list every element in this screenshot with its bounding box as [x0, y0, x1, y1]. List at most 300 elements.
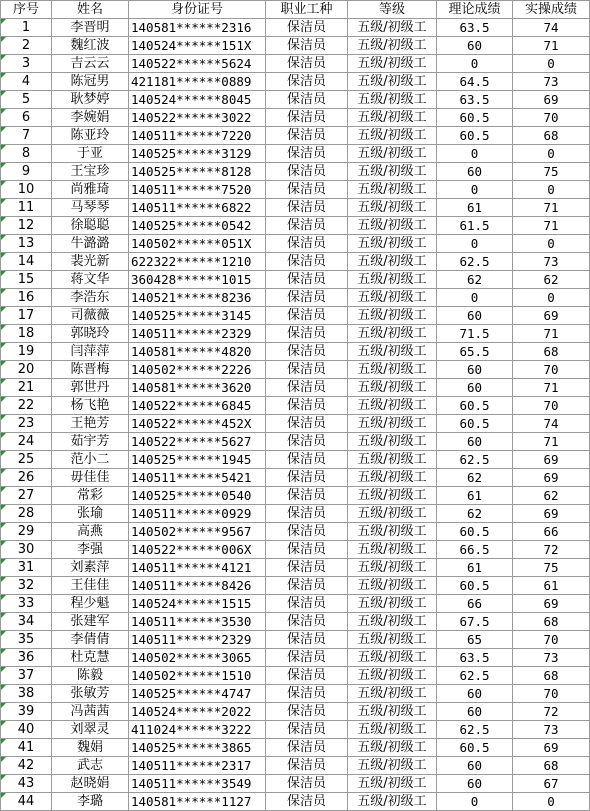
cell-name[interactable]: 陈晋梅: [52, 361, 129, 379]
cell-seq[interactable]: [1, 55, 52, 73]
cell-theory-score[interactable]: 60.5: [437, 739, 513, 757]
cell-job[interactable]: 保洁员: [266, 109, 348, 127]
cell-practice-score[interactable]: 71: [513, 325, 590, 343]
cell-theory-score[interactable]: 63.5: [437, 19, 513, 37]
cell-practice-score[interactable]: 0: [513, 235, 590, 253]
cell-practice-score[interactable]: 0: [513, 181, 590, 199]
cell-id-number[interactable]: 140511******8426: [129, 577, 266, 595]
cell-name[interactable]: 耿梦婷: [52, 91, 129, 109]
cell-practice-score[interactable]: 69: [513, 739, 590, 757]
cell-theory-score[interactable]: 60.5: [437, 577, 513, 595]
cell-seq[interactable]: [1, 343, 52, 361]
cell-name[interactable]: 陈亚玲: [52, 127, 129, 145]
cell-seq[interactable]: [1, 217, 52, 235]
cell-job[interactable]: 保洁员: [266, 271, 348, 289]
cell-level[interactable]: 五级/初级工: [348, 325, 437, 343]
cell-practice-score[interactable]: 68: [513, 343, 590, 361]
cell-id-number[interactable]: 421181******0889: [129, 73, 266, 91]
cell-level[interactable]: 五级/初级工: [348, 775, 437, 793]
cell-level[interactable]: 五级/初级工: [348, 181, 437, 199]
cell-job[interactable]: 保洁员: [266, 703, 348, 721]
header-cell-name[interactable]: 姓名: [52, 1, 129, 19]
cell-seq[interactable]: [1, 577, 52, 595]
cell-job[interactable]: 保洁员: [266, 451, 348, 469]
cell-theory-score[interactable]: 62: [437, 469, 513, 487]
cell-level[interactable]: 五级/初级工: [348, 613, 437, 631]
cell-theory-score[interactable]: 60: [437, 163, 513, 181]
cell-id-number[interactable]: 622322******1210: [129, 253, 266, 271]
cell-seq[interactable]: [1, 703, 52, 721]
cell-level[interactable]: 五级/初级工: [348, 505, 437, 523]
header-cell-seq[interactable]: 序号: [1, 1, 52, 19]
cell-level[interactable]: 五级/初级工: [348, 91, 437, 109]
cell-level[interactable]: 五级/初级工: [348, 253, 437, 271]
cell-id-number[interactable]: 360428******1015: [129, 271, 266, 289]
cell-job[interactable]: 保洁员: [266, 505, 348, 523]
cell-id-number[interactable]: 140511******4121: [129, 559, 266, 577]
cell-name[interactable]: 牛潞潞: [52, 235, 129, 253]
cell-name[interactable]: 刘翠灵: [52, 721, 129, 739]
cell-theory-score[interactable]: 0: [437, 181, 513, 199]
cell-level[interactable]: 五级/初级工: [348, 19, 437, 37]
cell-id-number[interactable]: 140511******7220: [129, 127, 266, 145]
cell-job[interactable]: 保洁员: [266, 217, 348, 235]
cell-level[interactable]: 五级/初级工: [348, 271, 437, 289]
cell-practice-score[interactable]: 74: [513, 415, 590, 433]
cell-seq[interactable]: [1, 127, 52, 145]
cell-level[interactable]: 五级/初级工: [348, 109, 437, 127]
cell-practice-score[interactable]: 70: [513, 109, 590, 127]
cell-theory-score[interactable]: 0: [437, 289, 513, 307]
cell-seq[interactable]: [1, 109, 52, 127]
cell-job[interactable]: 保洁员: [266, 307, 348, 325]
cell-level[interactable]: 五级/初级工: [348, 523, 437, 541]
cell-name[interactable]: 李倩倩: [52, 631, 129, 649]
cell-seq[interactable]: [1, 595, 52, 613]
cell-level[interactable]: 五级/初级工: [348, 289, 437, 307]
cell-seq[interactable]: [1, 253, 52, 271]
cell-theory-score[interactable]: 63.5: [437, 91, 513, 109]
cell-level[interactable]: 五级/初级工: [348, 685, 437, 703]
cell-name[interactable]: 程少魁: [52, 595, 129, 613]
cell-job[interactable]: 保洁员: [266, 469, 348, 487]
cell-practice-score[interactable]: 69: [513, 91, 590, 109]
cell-practice-score[interactable]: 68: [513, 757, 590, 775]
cell-level[interactable]: 五级/初级工: [348, 397, 437, 415]
cell-level[interactable]: 五级/初级工: [348, 487, 437, 505]
header-cell-practice[interactable]: 实操成绩: [513, 1, 590, 19]
cell-theory-score[interactable]: 63.5: [437, 649, 513, 667]
cell-id-number[interactable]: 411024******3222: [129, 721, 266, 739]
cell-name[interactable]: 陈冠男: [52, 73, 129, 91]
cell-practice-score[interactable]: 0: [513, 145, 590, 163]
cell-practice-score[interactable]: 73: [513, 721, 590, 739]
cell-theory-score[interactable]: 60.5: [437, 415, 513, 433]
cell-theory-score[interactable]: 60: [437, 685, 513, 703]
cell-level[interactable]: 五级/初级工: [348, 379, 437, 397]
cell-seq[interactable]: [1, 721, 52, 739]
cell-theory-score[interactable]: 60: [437, 37, 513, 55]
cell-level[interactable]: 五级/初级工: [348, 649, 437, 667]
cell-practice-score[interactable]: 62: [513, 271, 590, 289]
cell-level[interactable]: 五级/初级工: [348, 199, 437, 217]
cell-id-number[interactable]: 140511******2329: [129, 631, 266, 649]
cell-theory-score[interactable]: 66: [437, 595, 513, 613]
cell-seq[interactable]: [1, 541, 52, 559]
cell-id-number[interactable]: 140525******0542: [129, 217, 266, 235]
cell-name[interactable]: 常彩: [52, 487, 129, 505]
cell-seq[interactable]: [1, 451, 52, 469]
cell-practice-score[interactable]: 69: [513, 595, 590, 613]
cell-practice-score[interactable]: 62: [513, 487, 590, 505]
cell-job[interactable]: 保洁员: [266, 487, 348, 505]
cell-seq[interactable]: [1, 523, 52, 541]
cell-name[interactable]: 裴光新: [52, 253, 129, 271]
cell-practice-score[interactable]: 0: [513, 289, 590, 307]
cell-id-number[interactable]: 140524******8045: [129, 91, 266, 109]
cell-practice-score[interactable]: 72: [513, 703, 590, 721]
cell-level[interactable]: 五级/初级工: [348, 37, 437, 55]
cell-seq[interactable]: [1, 649, 52, 667]
cell-id-number[interactable]: 140525******3145: [129, 307, 266, 325]
cell-id-number[interactable]: 140525******0540: [129, 487, 266, 505]
cell-practice-score[interactable]: 70: [513, 361, 590, 379]
cell-level[interactable]: 五级/初级工: [348, 577, 437, 595]
cell-id-number[interactable]: 140511******2329: [129, 325, 266, 343]
cell-id-number[interactable]: 140502******051X: [129, 235, 266, 253]
cell-theory-score[interactable]: 0: [437, 145, 513, 163]
cell-id-number[interactable]: 140581******2316: [129, 19, 266, 37]
cell-theory-score[interactable]: 0: [437, 793, 513, 811]
cell-theory-score[interactable]: 64.5: [437, 73, 513, 91]
cell-practice-score[interactable]: 61: [513, 577, 590, 595]
cell-name[interactable]: 李璐: [52, 793, 129, 811]
cell-job[interactable]: 保洁员: [266, 181, 348, 199]
cell-level[interactable]: 五级/初级工: [348, 631, 437, 649]
header-cell-level[interactable]: 等级: [348, 1, 437, 19]
cell-practice-score[interactable]: 71: [513, 199, 590, 217]
cell-level[interactable]: 五级/初级工: [348, 541, 437, 559]
cell-job[interactable]: 保洁员: [266, 793, 348, 811]
cell-name[interactable]: 王佳佳: [52, 577, 129, 595]
cell-name[interactable]: 吉云云: [52, 55, 129, 73]
cell-level[interactable]: 五级/初级工: [348, 127, 437, 145]
cell-practice-score[interactable]: 68: [513, 613, 590, 631]
cell-seq[interactable]: [1, 667, 52, 685]
cell-job[interactable]: 保洁员: [266, 739, 348, 757]
cell-name[interactable]: 茹宇芳: [52, 433, 129, 451]
cell-id-number[interactable]: 140511******6822: [129, 199, 266, 217]
cell-seq[interactable]: [1, 685, 52, 703]
cell-seq[interactable]: [1, 271, 52, 289]
cell-seq[interactable]: [1, 559, 52, 577]
cell-name[interactable]: 陈毅: [52, 667, 129, 685]
cell-job[interactable]: 保洁员: [266, 559, 348, 577]
cell-id-number[interactable]: 140521******8236: [129, 289, 266, 307]
cell-job[interactable]: 保洁员: [266, 649, 348, 667]
cell-job[interactable]: 保洁员: [266, 325, 348, 343]
header-cell-theory[interactable]: 理论成绩: [437, 1, 513, 19]
cell-seq[interactable]: [1, 487, 52, 505]
cell-theory-score[interactable]: 62.5: [437, 721, 513, 739]
cell-id-number[interactable]: 140522******3022: [129, 109, 266, 127]
cell-id-number[interactable]: 140502******2226: [129, 361, 266, 379]
cell-theory-score[interactable]: 62: [437, 271, 513, 289]
cell-practice-score[interactable]: 68: [513, 667, 590, 685]
cell-theory-score[interactable]: 60: [437, 703, 513, 721]
cell-practice-score[interactable]: 71: [513, 37, 590, 55]
cell-practice-score[interactable]: 72: [513, 541, 590, 559]
cell-level[interactable]: 五级/初级工: [348, 217, 437, 235]
cell-theory-score[interactable]: 60: [437, 433, 513, 451]
cell-seq[interactable]: [1, 433, 52, 451]
cell-name[interactable]: 冯茜茜: [52, 703, 129, 721]
cell-name[interactable]: 范小二: [52, 451, 129, 469]
cell-level[interactable]: 五级/初级工: [348, 793, 437, 811]
cell-job[interactable]: 保洁员: [266, 55, 348, 73]
cell-seq[interactable]: [1, 469, 52, 487]
cell-seq[interactable]: [1, 775, 52, 793]
cell-level[interactable]: 五级/初级工: [348, 145, 437, 163]
cell-theory-score[interactable]: 65.5: [437, 343, 513, 361]
cell-theory-score[interactable]: 65: [437, 631, 513, 649]
cell-name[interactable]: 王宝珍: [52, 163, 129, 181]
cell-theory-score[interactable]: 61: [437, 199, 513, 217]
cell-id-number[interactable]: 140525******1945: [129, 451, 266, 469]
cell-id-number[interactable]: 140581******3620: [129, 379, 266, 397]
cell-practice-score[interactable]: 67: [513, 775, 590, 793]
cell-name[interactable]: 郭晓玲: [52, 325, 129, 343]
cell-seq[interactable]: [1, 397, 52, 415]
cell-theory-score[interactable]: 61: [437, 487, 513, 505]
cell-theory-score[interactable]: 62.5: [437, 451, 513, 469]
cell-name[interactable]: 徐聪聪: [52, 217, 129, 235]
cell-seq[interactable]: [1, 379, 52, 397]
cell-practice-score[interactable]: 70: [513, 685, 590, 703]
cell-practice-score[interactable]: 0: [513, 793, 590, 811]
cell-practice-score[interactable]: 70: [513, 397, 590, 415]
cell-seq[interactable]: [1, 631, 52, 649]
cell-job[interactable]: 保洁员: [266, 289, 348, 307]
cell-job[interactable]: 保洁员: [266, 721, 348, 739]
cell-level[interactable]: 五级/初级工: [348, 433, 437, 451]
cell-level[interactable]: 五级/初级工: [348, 757, 437, 775]
cell-theory-score[interactable]: 61: [437, 559, 513, 577]
cell-level[interactable]: 五级/初级工: [348, 739, 437, 757]
cell-seq[interactable]: [1, 163, 52, 181]
cell-level[interactable]: 五级/初级工: [348, 667, 437, 685]
cell-id-number[interactable]: 140525******8128: [129, 163, 266, 181]
cell-theory-score[interactable]: 62.5: [437, 667, 513, 685]
cell-level[interactable]: 五级/初级工: [348, 451, 437, 469]
cell-name[interactable]: 魏娟: [52, 739, 129, 757]
cell-name[interactable]: 张建军: [52, 613, 129, 631]
cell-practice-score[interactable]: 70: [513, 631, 590, 649]
cell-id-number[interactable]: 140524******1515: [129, 595, 266, 613]
cell-seq[interactable]: [1, 613, 52, 631]
cell-id-number[interactable]: 140511******5421: [129, 469, 266, 487]
cell-theory-score[interactable]: 60.5: [437, 109, 513, 127]
cell-theory-score[interactable]: 60: [437, 775, 513, 793]
cell-id-number[interactable]: 140524******151X: [129, 37, 266, 55]
cell-seq[interactable]: [1, 325, 52, 343]
cell-name[interactable]: 于亚: [52, 145, 129, 163]
cell-seq[interactable]: [1, 37, 52, 55]
cell-practice-score[interactable]: 71: [513, 217, 590, 235]
cell-name[interactable]: 武志: [52, 757, 129, 775]
cell-seq[interactable]: [1, 19, 52, 37]
cell-practice-score[interactable]: 0: [513, 55, 590, 73]
cell-theory-score[interactable]: 60.5: [437, 523, 513, 541]
cell-name[interactable]: 李婉娟: [52, 109, 129, 127]
cell-job[interactable]: 保洁员: [266, 631, 348, 649]
cell-job[interactable]: 保洁员: [266, 199, 348, 217]
cell-job[interactable]: 保洁员: [266, 577, 348, 595]
cell-name[interactable]: 郭世丹: [52, 379, 129, 397]
cell-seq[interactable]: [1, 91, 52, 109]
cell-name[interactable]: 赵晓娟: [52, 775, 129, 793]
cell-theory-score[interactable]: 62: [437, 505, 513, 523]
cell-id-number[interactable]: 140522******452X: [129, 415, 266, 433]
cell-name[interactable]: 蒋文华: [52, 271, 129, 289]
cell-name[interactable]: 杜克慧: [52, 649, 129, 667]
cell-theory-score[interactable]: 67.5: [437, 613, 513, 631]
cell-practice-score[interactable]: 73: [513, 253, 590, 271]
cell-level[interactable]: 五级/初级工: [348, 163, 437, 181]
cell-level[interactable]: 五级/初级工: [348, 235, 437, 253]
cell-id-number[interactable]: 140522******6845: [129, 397, 266, 415]
cell-name[interactable]: 闫萍萍: [52, 343, 129, 361]
cell-seq[interactable]: [1, 415, 52, 433]
cell-level[interactable]: 五级/初级工: [348, 703, 437, 721]
cell-level[interactable]: 五级/初级工: [348, 307, 437, 325]
cell-job[interactable]: 保洁员: [266, 343, 348, 361]
cell-id-number[interactable]: 140581******4820: [129, 343, 266, 361]
cell-practice-score[interactable]: 74: [513, 19, 590, 37]
cell-name[interactable]: 张瑜: [52, 505, 129, 523]
cell-job[interactable]: 保洁员: [266, 685, 348, 703]
cell-level[interactable]: 五级/初级工: [348, 343, 437, 361]
cell-job[interactable]: 保洁员: [266, 433, 348, 451]
cell-job[interactable]: 保洁员: [266, 757, 348, 775]
cell-id-number[interactable]: 140522******5624: [129, 55, 266, 73]
cell-id-number[interactable]: 140511******3530: [129, 613, 266, 631]
cell-job[interactable]: 保洁员: [266, 91, 348, 109]
cell-seq[interactable]: [1, 145, 52, 163]
cell-seq[interactable]: [1, 307, 52, 325]
cell-theory-score[interactable]: 0: [437, 235, 513, 253]
cell-job[interactable]: 保洁员: [266, 613, 348, 631]
cell-name[interactable]: 李强: [52, 541, 129, 559]
cell-id-number[interactable]: 140511******3549: [129, 775, 266, 793]
cell-practice-score[interactable]: 66: [513, 523, 590, 541]
header-cell-job[interactable]: 职业工种: [266, 1, 348, 19]
cell-practice-score[interactable]: 69: [513, 307, 590, 325]
cell-theory-score[interactable]: 60: [437, 307, 513, 325]
cell-name[interactable]: 张敏芳: [52, 685, 129, 703]
cell-seq[interactable]: [1, 289, 52, 307]
cell-name[interactable]: 杨飞艳: [52, 397, 129, 415]
cell-job[interactable]: 保洁员: [266, 253, 348, 271]
cell-theory-score[interactable]: 60: [437, 379, 513, 397]
cell-practice-score[interactable]: 75: [513, 559, 590, 577]
cell-name[interactable]: 李浩东: [52, 289, 129, 307]
cell-name[interactable]: 司薇薇: [52, 307, 129, 325]
cell-id-number[interactable]: 140511******0929: [129, 505, 266, 523]
cell-id-number[interactable]: 140581******1127: [129, 793, 266, 811]
cell-id-number[interactable]: 140525******3129: [129, 145, 266, 163]
cell-theory-score[interactable]: 66.5: [437, 541, 513, 559]
cell-theory-score[interactable]: 60: [437, 757, 513, 775]
cell-theory-score[interactable]: 60.5: [437, 127, 513, 145]
cell-name[interactable]: 高燕: [52, 523, 129, 541]
cell-seq[interactable]: [1, 181, 52, 199]
cell-seq[interactable]: [1, 739, 52, 757]
cell-id-number[interactable]: 140524******2022: [129, 703, 266, 721]
cell-seq[interactable]: [1, 199, 52, 217]
cell-job[interactable]: 保洁员: [266, 145, 348, 163]
cell-job[interactable]: 保洁员: [266, 163, 348, 181]
cell-job[interactable]: 保洁员: [266, 775, 348, 793]
cell-practice-score[interactable]: 71: [513, 433, 590, 451]
cell-job[interactable]: 保洁员: [266, 37, 348, 55]
cell-id-number[interactable]: 140525******3865: [129, 739, 266, 757]
cell-theory-score[interactable]: 61.5: [437, 217, 513, 235]
cell-id-number[interactable]: 140502******1510: [129, 667, 266, 685]
cell-level[interactable]: 五级/初级工: [348, 469, 437, 487]
cell-job[interactable]: 保洁员: [266, 235, 348, 253]
cell-job[interactable]: 保洁员: [266, 379, 348, 397]
cell-level[interactable]: 五级/初级工: [348, 559, 437, 577]
cell-seq[interactable]: [1, 793, 52, 811]
cell-seq[interactable]: [1, 361, 52, 379]
cell-job[interactable]: 保洁员: [266, 523, 348, 541]
cell-theory-score[interactable]: 0: [437, 55, 513, 73]
cell-theory-score[interactable]: 71.5: [437, 325, 513, 343]
cell-id-number[interactable]: 140502******3065: [129, 649, 266, 667]
cell-level[interactable]: 五级/初级工: [348, 55, 437, 73]
cell-job[interactable]: 保洁员: [266, 127, 348, 145]
cell-job[interactable]: 保洁员: [266, 541, 348, 559]
cell-practice-score[interactable]: 69: [513, 469, 590, 487]
cell-job[interactable]: 保洁员: [266, 361, 348, 379]
cell-job[interactable]: 保洁员: [266, 397, 348, 415]
cell-level[interactable]: 五级/初级工: [348, 595, 437, 613]
cell-practice-score[interactable]: 75: [513, 163, 590, 181]
cell-seq[interactable]: [1, 73, 52, 91]
cell-name[interactable]: 王艳芳: [52, 415, 129, 433]
cell-job[interactable]: 保洁员: [266, 415, 348, 433]
cell-name[interactable]: 马琴琴: [52, 199, 129, 217]
cell-job[interactable]: 保洁员: [266, 19, 348, 37]
cell-practice-score[interactable]: 73: [513, 73, 590, 91]
cell-name[interactable]: 魏红波: [52, 37, 129, 55]
cell-id-number[interactable]: 140511******7520: [129, 181, 266, 199]
cell-theory-score[interactable]: 62.5: [437, 253, 513, 271]
cell-job[interactable]: 保洁员: [266, 667, 348, 685]
cell-level[interactable]: 五级/初级工: [348, 721, 437, 739]
cell-job[interactable]: 保洁员: [266, 595, 348, 613]
cell-theory-score[interactable]: 60.5: [437, 397, 513, 415]
cell-id-number[interactable]: 140511******2317: [129, 757, 266, 775]
cell-id-number[interactable]: 140502******9567: [129, 523, 266, 541]
cell-id-number[interactable]: 140522******006X: [129, 541, 266, 559]
cell-job[interactable]: 保洁员: [266, 73, 348, 91]
cell-name[interactable]: 李晋明: [52, 19, 129, 37]
cell-practice-score[interactable]: 69: [513, 451, 590, 469]
cell-practice-score[interactable]: 71: [513, 379, 590, 397]
cell-name[interactable]: 尚雅琦: [52, 181, 129, 199]
